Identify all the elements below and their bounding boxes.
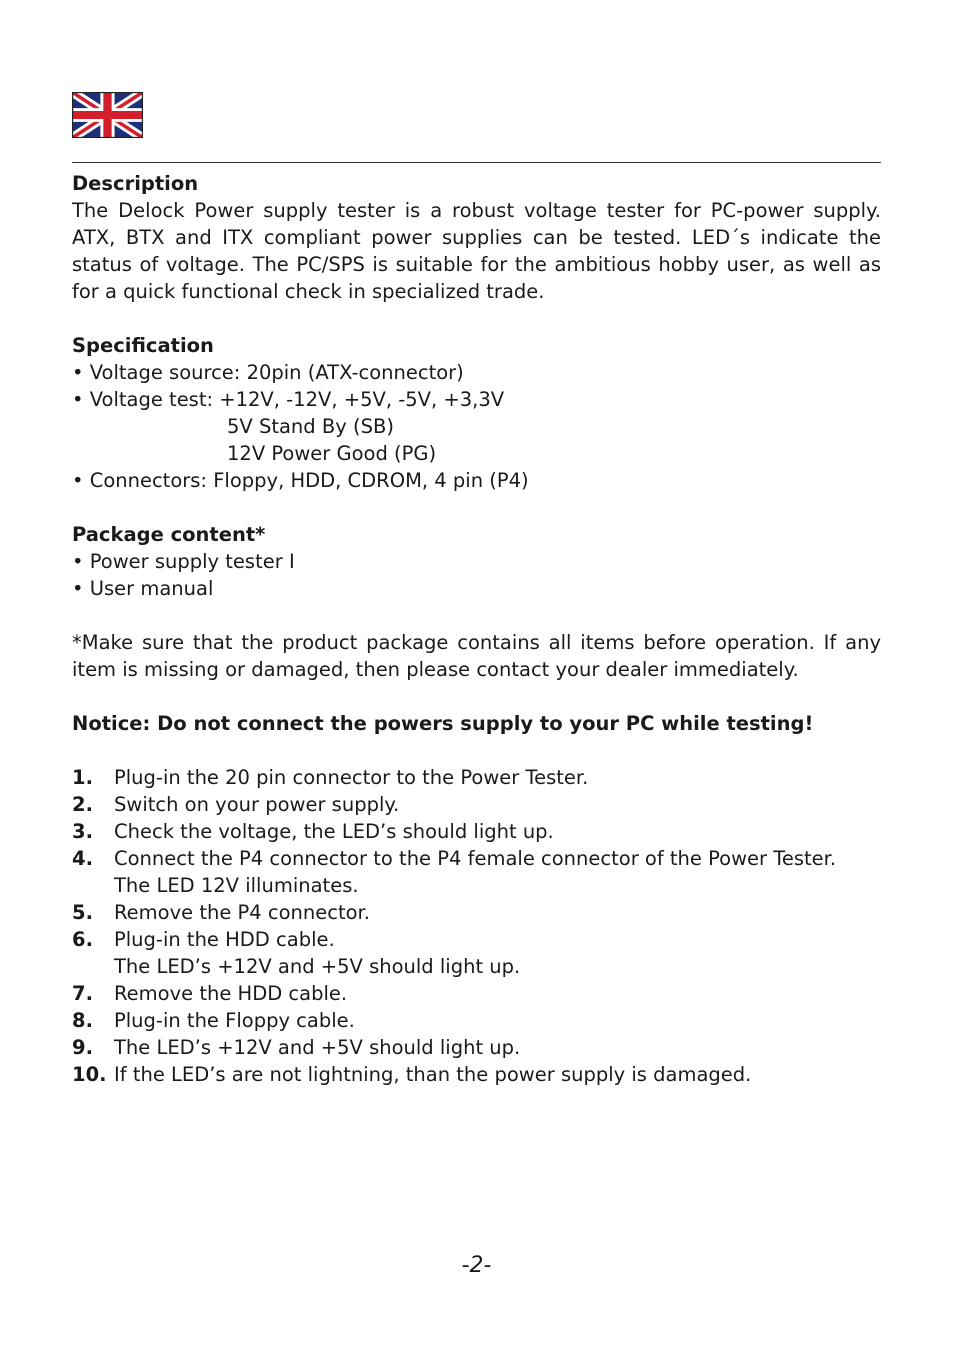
step-text: Switch on your power supply. bbox=[114, 793, 400, 816]
step-item bbox=[72, 764, 881, 791]
spec-sub-item: 12V Power Good (PG) bbox=[227, 442, 437, 465]
step-number: 4. bbox=[72, 847, 93, 870]
page-number: -2- bbox=[461, 1253, 492, 1278]
description-heading: Description bbox=[72, 172, 199, 195]
notice-text: Notice: Do not connect the powers supply to your PC while testing! bbox=[72, 712, 814, 735]
spacer bbox=[72, 305, 881, 332]
step-text: The LED’s +12V and +5V should light up. bbox=[114, 1036, 521, 1059]
step-text: Check the voltage, the LED’s should light up. bbox=[114, 820, 554, 843]
spacer bbox=[72, 494, 881, 521]
spec-sub-item: 5V Stand By (SB) bbox=[227, 415, 394, 438]
step-item bbox=[72, 1007, 881, 1034]
union-jack-flag-icon bbox=[72, 92, 143, 138]
step-item bbox=[72, 845, 881, 899]
package-item: • Power supply tester I bbox=[72, 550, 295, 573]
step-item bbox=[72, 1034, 881, 1061]
steps-list bbox=[72, 764, 881, 1088]
step-number: 2. bbox=[72, 793, 93, 816]
step-text: Plug-in the Floppy cable. bbox=[114, 1009, 355, 1032]
header-divider bbox=[72, 162, 881, 163]
spacer bbox=[72, 683, 881, 710]
step-text: Remove the P4 connector. bbox=[114, 901, 370, 924]
flag-graphic bbox=[72, 92, 143, 138]
step-number: 9. bbox=[72, 1036, 93, 1059]
description-text: The Delock Power supply tester is a robust voltage tester for PC-power supply. ATX, BTX and ITX compliant power supplies can be tested. LED´s indicate the status of voltage. The PC/SPS is suitable for the ambitious hobby user, as well as for a quick functional check in specialized trade. bbox=[72, 199, 881, 303]
step-item bbox=[72, 791, 881, 818]
spec-item: • Voltage source: 20pin (ATX-connector) bbox=[72, 361, 464, 384]
package-heading: Package content* bbox=[72, 523, 266, 546]
step-number: 1. bbox=[72, 766, 93, 789]
specification-list bbox=[72, 359, 881, 494]
step-item bbox=[72, 899, 881, 926]
step-item bbox=[72, 980, 881, 1007]
step-number: 8. bbox=[72, 1009, 93, 1032]
step-number: 6. bbox=[72, 928, 93, 951]
package-note: *Make sure that the product package contains all items before operation. If any item is missing or damaged, then please contact your dealer immediately. bbox=[72, 631, 881, 681]
step-text: The LED 12V illuminates. bbox=[114, 874, 359, 897]
step-item bbox=[72, 926, 881, 980]
specification-heading: Specification bbox=[72, 334, 214, 357]
step-text: Plug-in the 20 pin connector to the Power Tester. bbox=[114, 766, 589, 789]
package-list bbox=[72, 548, 881, 602]
package-item: • User manual bbox=[72, 577, 214, 600]
step-text: Plug-in the HDD cable. bbox=[114, 928, 335, 951]
step-number: 10. bbox=[72, 1063, 107, 1086]
step-text: Remove the HDD cable. bbox=[114, 982, 348, 1005]
spacer bbox=[72, 602, 881, 629]
spec-item: • Voltage test: +12V, -12V, +5V, -5V, +3,3V bbox=[72, 388, 505, 411]
step-text: The LED’s +12V and +5V should light up. bbox=[114, 955, 521, 978]
step-number: 3. bbox=[72, 820, 93, 843]
step-text: Connect the P4 connector to the P4 female connector of the Power Tester. bbox=[114, 847, 837, 870]
step-text: If the LED’s are not lightning, than the power supply is damaged. bbox=[114, 1063, 752, 1086]
step-item bbox=[72, 818, 881, 845]
spacer bbox=[72, 737, 881, 764]
step-item bbox=[72, 1061, 881, 1088]
spec-item: • Connectors: Floppy, HDD, CDROM, 4 pin (P4) bbox=[72, 469, 529, 492]
step-number: 7. bbox=[72, 982, 93, 1005]
manual-content bbox=[72, 170, 881, 1088]
step-number: 5. bbox=[72, 901, 93, 924]
